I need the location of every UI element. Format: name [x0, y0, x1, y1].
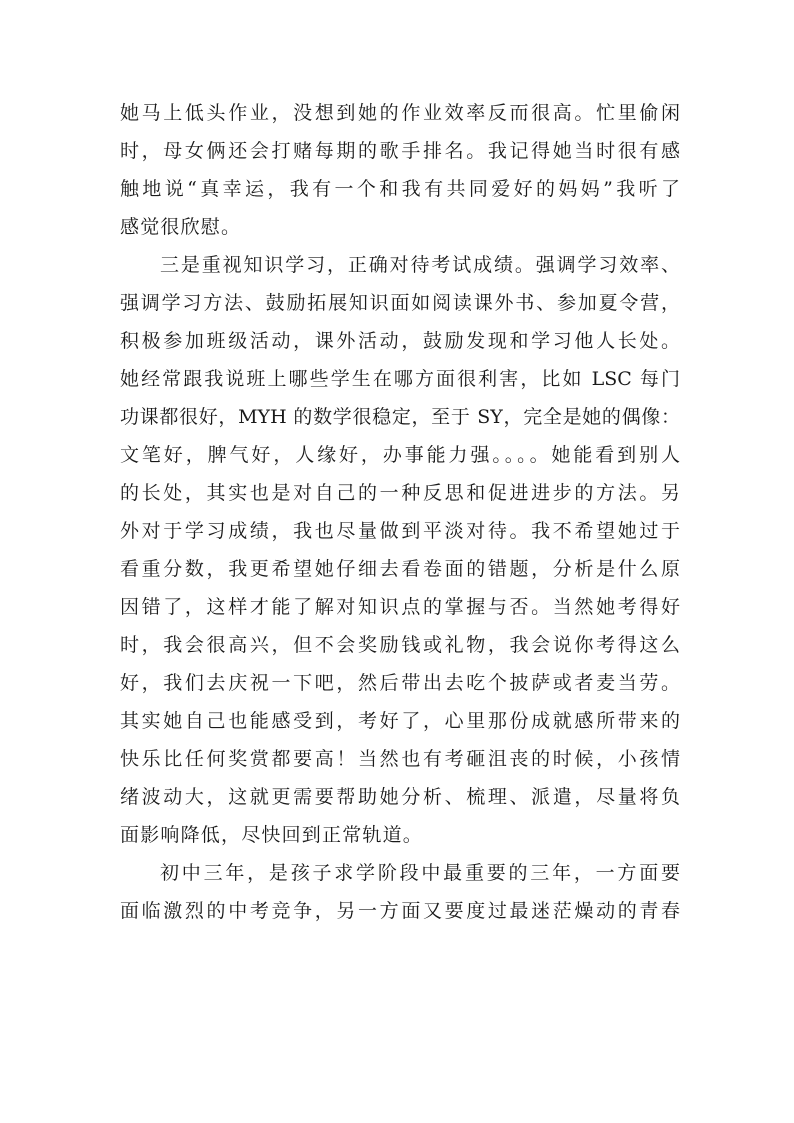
text-line: 看重分数，我更希望她仔细去看卷面的错题，分析是什么原 [120, 558, 680, 580]
text-line: 因错了，这样才能了解对知识点的掌握与否。当然她考得好 [120, 596, 680, 618]
document-body [120, 94, 680, 930]
text-line: 强调学习方法、鼓励拓展知识面如阅读课外书、参加夏令营， [120, 292, 680, 314]
paragraph-start-line: 三是重视知识学习，正确对待考试成绩。强调学习效率、 [160, 254, 680, 276]
text-line: 感觉很欣慰。 [120, 216, 242, 238]
text-line: 时，我会很高兴，但不会奖励钱或礼物，我会说你考得这么 [120, 634, 680, 656]
text-line: 外对于学习成绩，我也尽量做到平淡对待。我不希望她过于 [120, 520, 680, 542]
text-line: 她经常跟我说班上哪些学生在哪方面很利害，比如 LSC 每门 [120, 368, 680, 390]
text-line: 积极参加班级活动，课外活动，鼓励发现和学习他人长处。 [120, 330, 680, 352]
text-line: 其实她自己也能感受到，考好了，心里那份成就感所带来的 [120, 710, 680, 732]
text-line: 触地说“真幸运，我有一个和我有共同爱好的妈妈”我听了 [120, 178, 680, 200]
text-line: 的长处，其实也是对自己的一种反思和促进进步的方法。另 [120, 482, 680, 504]
text-line: 面影响降低，尽快回到正常轨道。 [120, 824, 424, 846]
paragraph-start-line: 初中三年，是孩子求学阶段中最重要的三年，一方面要 [160, 862, 680, 884]
text-line: 功课都很好，MYH 的数学很稳定，至于 SY，完全是她的偶像： [120, 406, 680, 428]
text-line: 快乐比任何奖赏都要高！当然也有考砸沮丧的时候，小孩情 [120, 748, 680, 770]
text-line: 绪波动大，这就更需要帮助她分析、梳理、派遣，尽量将负 [120, 786, 680, 808]
text-line: 她马上低头作业，没想到她的作业效率反而很高。忙里偷闲 [120, 102, 680, 124]
text-line: 面临激烈的中考竞争，另一方面又要度过最迷茫燥动的青春 [120, 900, 680, 922]
text-line: 好，我们去庆祝一下吧，然后带出去吃个披萨或者麦当劳。 [120, 672, 680, 694]
text-line: 文笔好，脾气好，人缘好，办事能力强。。。。她能看到别人 [120, 444, 680, 466]
text-line: 时，母女俩还会打赌每期的歌手排名。我记得她当时很有感 [120, 140, 680, 162]
